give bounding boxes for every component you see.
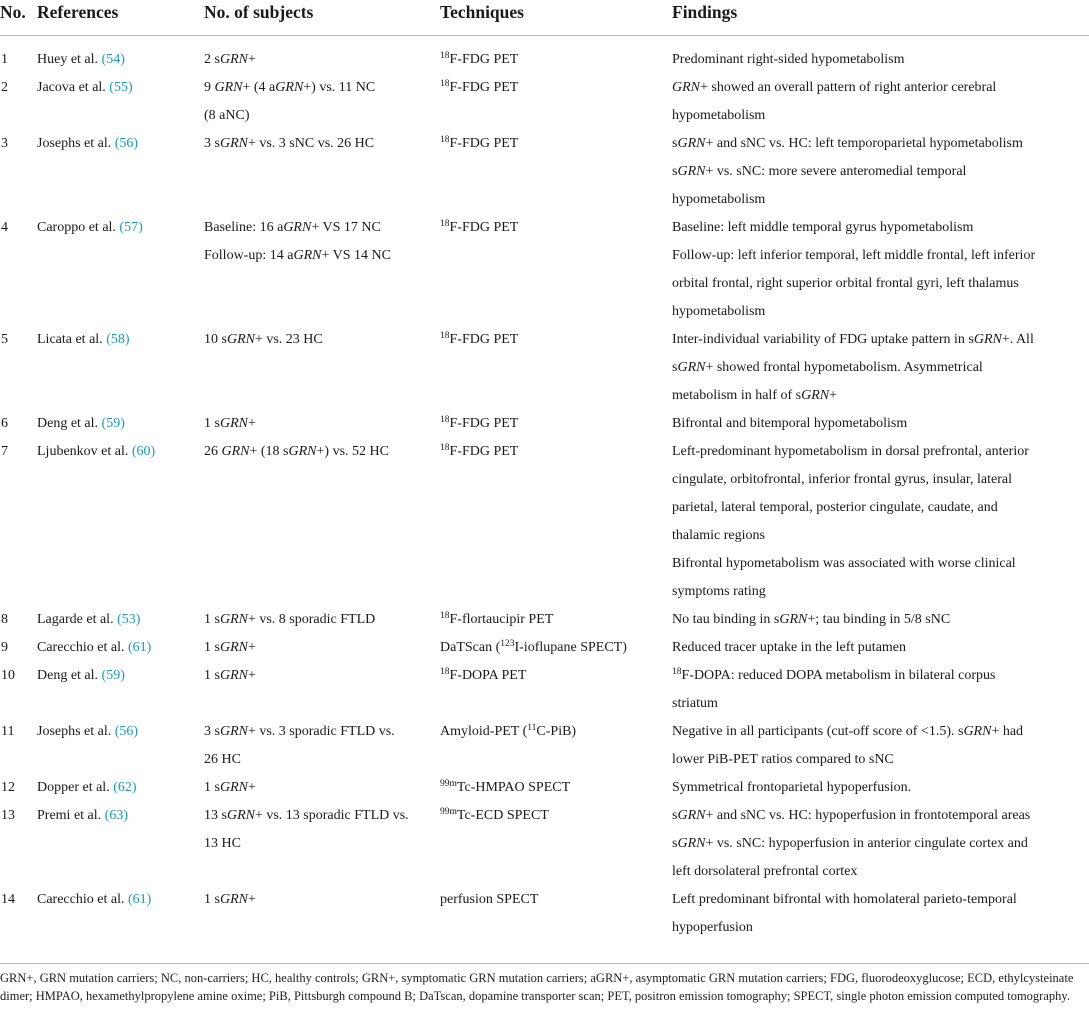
subjects-cell [204,718,440,774]
findings-line: sGRN+ vs. sNC: more severe anteromedial temporal [672,164,967,179]
table-row [0,410,1089,438]
findings-line: Negative in all participants (cut-off score of <1.5). sGRN+ had [672,724,1024,739]
citation-link[interactable]: (55) [109,80,133,95]
reference-author: Huey et al. [37,52,99,67]
header-subjects: No. of subjects [204,0,440,36]
subjects-line: 1 sGRN+ [204,416,256,431]
findings-cell [672,774,1089,802]
subjects-cell [204,774,440,802]
reference-author: Carecchio et al. [37,892,125,907]
reference-author: Lagarde et al. [37,612,114,627]
subjects-line: Baseline: 16 aGRN+ VS 17 NC [204,220,381,235]
subjects-line: 1 sGRN+ [204,892,256,907]
findings-line: Inter-individual variability of FDG uptake pattern in sGRN+. All [672,332,1034,347]
subjects-cell [204,74,440,130]
subjects-line: 9 GRN+ (4 aGRN+) vs. 11 NC [204,80,376,95]
findings-line: No tau binding in sGRN+; tau binding in 5/8 sNC [672,612,951,627]
findings-line: left dorsolateral prefrontal cortex [672,864,858,879]
subjects-cell [204,326,440,410]
findings-line: Bifrontal and bitemporal hypometabolism [672,416,908,431]
row-number: 6 [1,416,8,431]
technique-cell: $^{18}$F-FDG PET [440,415,519,431]
reference-author: Josephs et al. [37,136,112,151]
table-row [0,774,1089,802]
findings-cell [672,36,1089,75]
subjects-cell [204,130,440,214]
table-row [0,326,1089,410]
technique-cell: perfusion SPECT [440,892,539,907]
subjects-line: 1 sGRN+ [204,780,256,795]
subjects-line: 3 sGRN+ vs. 3 sporadic FTLD vs. [204,724,395,739]
reference-cell [37,774,204,802]
subjects-line: 13 sGRN+ vs. 13 sporadic FTLD vs. [204,808,409,823]
header-references: References [37,0,204,36]
technique-cell: $^{18}$F-DOPA PET [440,667,527,683]
reference-cell [37,74,204,130]
technique-cell: $^{18}$F-FDG PET [440,219,519,235]
reference-author: Dopper et al. [37,780,110,795]
citation-link[interactable]: (53) [117,612,141,627]
row-number: 1 [1,52,8,67]
citation-link[interactable]: (58) [106,332,130,347]
row-number: 2 [1,80,8,95]
citation-link[interactable]: (63) [104,808,128,823]
findings-line: Symmetrical frontoparietal hypoperfusion. [672,780,912,795]
citation-link[interactable]: (59) [101,668,125,683]
row-number: 7 [1,444,8,459]
subjects-line: (8 aNC) [204,108,250,123]
findings-line: Left-predominant hypometabolism in dorsal prefrontal, anterior [672,444,1029,459]
findings-line: striatum [672,696,718,711]
reference-author: Jacova et al. [37,80,106,95]
citation-link[interactable]: (57) [119,220,143,235]
table-row [0,802,1089,886]
table-row [0,438,1089,606]
findings-line: GRN+ showed an overall pattern of right anterior cerebral [672,80,997,95]
findings-line: orbital frontal, right superior orbital frontal gyri, left thalamus [672,276,1019,291]
subjects-line: 13 HC [204,836,241,851]
citation-link[interactable]: (56) [114,724,139,739]
subjects-cell [204,634,440,662]
findings-cell [672,214,1089,326]
citation-link[interactable]: (59) [101,416,125,431]
table-row [0,36,1089,75]
reference-author: Licata et al. [37,332,103,347]
subjects-line: 1 sGRN+ [204,640,256,655]
subjects-cell [204,36,440,75]
findings-cell [672,438,1089,606]
header-row [0,0,1089,36]
findings-line: Left predominant bifrontal with homolateral parieto-temporal [672,892,1017,907]
reference-cell [37,886,204,942]
findings-line: sGRN+ vs. sNC: hypoperfusion in anterior cingulate cortex and [672,836,1028,851]
subjects-line: 26 GRN+ (18 sGRN+) vs. 52 HC [204,444,389,459]
findings-line: sGRN+ and sNC vs. HC: left temporoparietal hypometabolism [672,136,1023,151]
row-number: 8 [1,612,8,627]
table-footnote: GRN+, GRN mutation carriers; NC, non-carriers; HC, healthy controls; GRN+, symptomatic GRN mutation carriers; aGRN+, asymptomatic GRN mutation carriers; FDG, fluorodeoxyglucose; ECD, ethylcysteinate dimer; HMPAO, hexamethylpropylene amine oxime; PiB, Pittsburgh compound B; DaTscan, dopamine transporter scan; PET, positron emission tomography; SPECT, single photon emission computed tomography. [0,971,1074,1003]
subjects-line: 26 HC [204,752,241,767]
reference-cell [37,214,204,326]
row-number: 9 [1,640,8,655]
findings-cell [672,718,1089,774]
subjects-cell [204,214,440,326]
reference-cell [37,802,204,886]
row-number: 3 [1,136,8,151]
findings-line: hypometabolism [672,304,766,319]
subjects-line: 10 sGRN+ vs. 23 HC [204,332,323,347]
subjects-line: Follow-up: 14 aGRN+ VS 14 NC [204,248,391,263]
findings-cell [672,410,1089,438]
technique-cell: $^{18}$F-FDG PET [440,135,519,151]
findings-cell [672,886,1089,942]
subjects-cell [204,410,440,438]
citation-link[interactable]: (62) [113,780,137,795]
row-number: 14 [1,892,15,907]
table-row [0,662,1089,718]
reference-cell [37,662,204,718]
subjects-cell [204,662,440,718]
reference-author: Josephs et al. [37,724,112,739]
citation-link[interactable]: (60) [131,444,156,459]
findings-line: sGRN+ and sNC vs. HC: hypoperfusion in frontotemporal areas [672,808,1031,823]
table-row [0,130,1089,214]
table-row [0,606,1089,634]
findings-line: lower PiB-PET ratios compared to sNC [672,752,894,767]
subjects-cell [204,438,440,606]
table-row [0,74,1089,130]
table-body [0,36,1089,943]
subjects-cell [204,606,440,634]
reference-cell [37,130,204,214]
header-techniques: Techniques [440,0,672,36]
citation-link[interactable]: (61) [127,892,152,907]
reference-cell [37,606,204,634]
findings-cell [672,326,1089,410]
citation-link[interactable]: (54) [101,52,125,67]
technique-cell: Amyloid-PET ($^{11}$C-PiB) [440,723,577,739]
technique-cell: $^{18}$F-FDG PET [440,331,519,347]
reference-author: Ljubenkov et al. [37,444,129,459]
table-row [0,214,1089,326]
findings-cell [672,130,1089,214]
technique-cell: DaTScan ($^{123}$I-ioflupane SPECT) [440,639,627,655]
reference-author: Carecchio et al. [37,640,125,655]
findings-line: sGRN+ showed frontal hypometabolism. Asymmetrical [672,360,983,375]
row-number: 11 [1,724,15,739]
findings-line: Baseline: left middle temporal gyrus hypometabolism [672,220,974,235]
findings-cell [672,606,1089,634]
reference-cell [37,326,204,410]
findings-line: symptoms rating [672,584,766,599]
findings-line: parietal, lateral temporal, posterior cingulate, caudate, and [672,500,998,515]
row-number: 4 [1,220,8,235]
reference-cell [37,36,204,75]
reference-cell [37,718,204,774]
subjects-line: 1 sGRN+ [204,668,256,683]
header-findings: Findings [672,0,1089,36]
findings-line: Predominant right-sided hypometabolism [672,52,905,67]
citation-link[interactable]: (56) [114,136,139,151]
findings-line: hypometabolism [672,192,766,207]
row-number: 10 [1,668,15,683]
table-row [0,634,1089,662]
reference-cell [37,410,204,438]
subjects-line: 3 sGRN+ vs. 3 sNC vs. 26 HC [204,136,375,151]
findings-line: $^{18}$F-DOPA: reduced DOPA metabolism in bilateral corpus [672,667,996,683]
header-no: No. [0,0,37,36]
reference-author: Deng et al. [37,668,99,683]
findings-line: hypoperfusion [672,920,753,935]
subjects-line: 1 sGRN+ vs. 8 sporadic FTLD [204,612,376,627]
subjects-cell [204,886,440,942]
findings-line: Bifrontal hypometabolism was associated with worse clinical [672,556,1016,571]
table-header [0,0,1089,36]
citation-link[interactable]: (61) [127,640,152,655]
table-row [0,886,1089,942]
footnote-divider [0,963,1089,964]
findings-line: Follow-up: left inferior temporal, left middle frontal, left inferior [672,248,1036,263]
technique-cell: $^{99m}$Tc-ECD SPECT [440,807,549,823]
row-number: 12 [1,780,15,795]
row-number: 13 [1,808,15,823]
reference-cell [37,438,204,606]
findings-line: hypometabolism [672,108,766,123]
findings-line: Reduced tracer uptake in the left putamen [672,640,907,655]
technique-cell: $^{18}$F-FDG PET [440,79,519,95]
reference-author: Premi et al. [37,808,102,823]
technique-cell: $^{99m}$Tc-HMPAO SPECT [440,779,571,795]
findings-cell [672,662,1089,718]
technique-cell: $^{18}$F-FDG PET [440,443,519,459]
technique-cell: $^{18}$F-flortaucipir PET [440,611,554,627]
subjects-cell [204,802,440,886]
row-number: 5 [1,332,8,347]
technique-cell: $^{18}$F-FDG PET [440,51,519,67]
findings-cell [672,74,1089,130]
findings-line: metabolism in half of sGRN+ [672,388,837,403]
reference-author: Deng et al. [37,416,99,431]
subjects-line: 2 sGRN+ [204,52,256,67]
reference-author: Caroppo et al. [37,220,116,235]
findings-line: cingulate, orbitofrontal, inferior frontal gyrus, insular, lateral [672,472,1012,487]
findings-cell [672,802,1089,886]
findings-cell [672,634,1089,662]
table-row [0,718,1089,774]
findings-line: thalamic regions [672,528,765,543]
reference-cell [37,634,204,662]
